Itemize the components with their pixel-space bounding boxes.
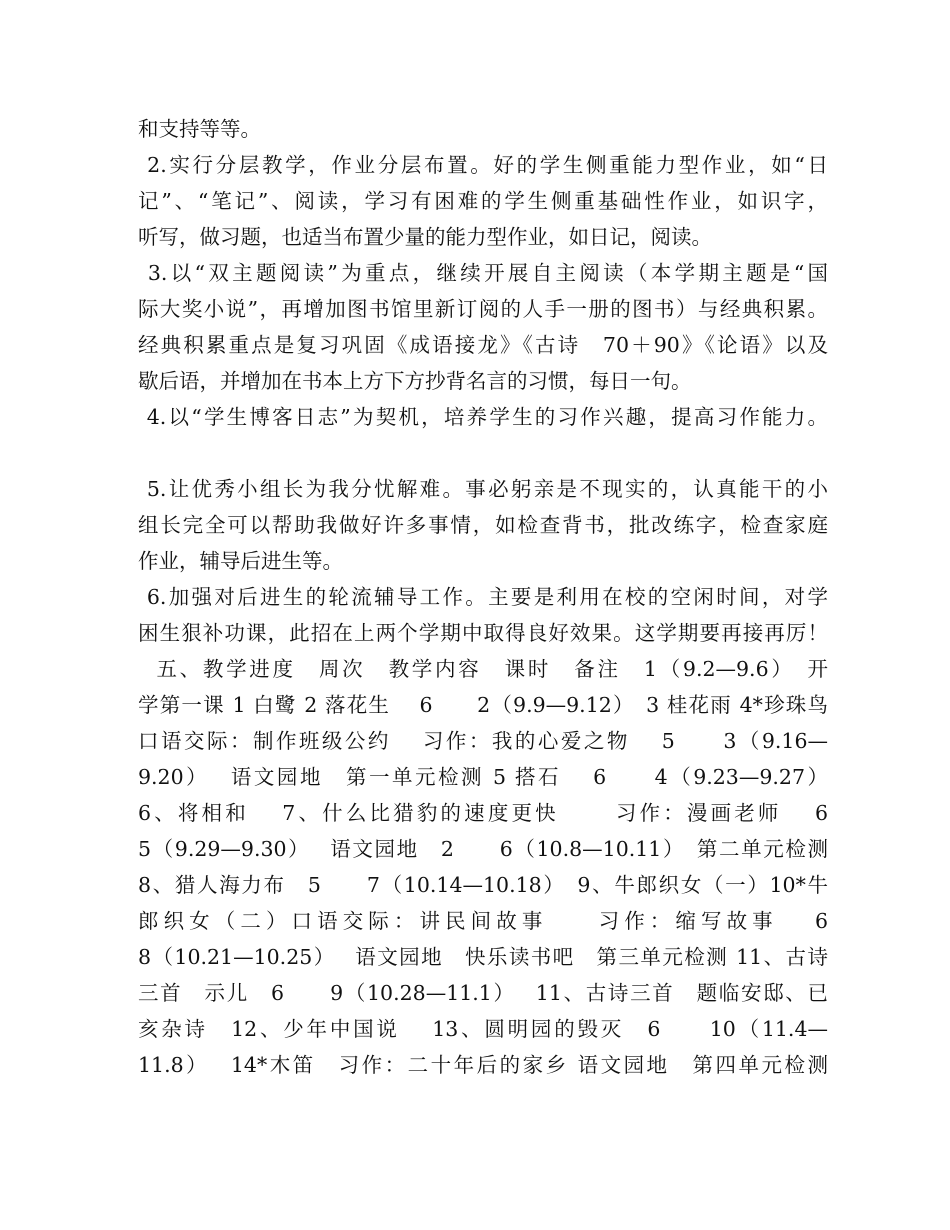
text-line: 听写，做习题，也适当布置少量的能力型作业，如日记，阅读。	[138, 225, 712, 249]
text-line: 记”、“笔记”、阅读，学习有困难的学生侧重基础性作业，如识字，	[138, 189, 828, 213]
text-line: 亥杂诗 12、少年中国说 13、圆明园的毁灭 6 10（11.4—	[138, 1017, 828, 1041]
text-line: 5.让优秀小组长为我分忧解难。事必躬亲是不现实的，认真能干的小	[138, 477, 828, 501]
text-line: 五、教学进度 周次 教学内容 课时 备注 1（9.2—9.6） 开	[138, 657, 828, 681]
text-line: 口语交际：制作班级公约 习作：我的心爱之物 5 3（9.16—	[138, 729, 828, 753]
text-line: 4.以“学生博客日志”为契机，培养学生的习作兴趣，提高习作能力。	[138, 405, 828, 429]
text-line: 歇后语，并增加在书本上方下方抄背名言的习惯，每日一句。	[138, 369, 692, 393]
text-line: 11.8） 14*木笛 习作：二十年后的家乡 语文园地 第四单元检测	[138, 1053, 828, 1077]
blank-line	[138, 435, 828, 471]
text-line: 际大奖小说”，再增加图书馆里新订阅的人手一册的图书）与经典积累。	[138, 297, 828, 321]
text-line: 6.加强对后进生的轮流辅导工作。主要是利用在校的空闲时间，对学	[138, 585, 828, 609]
text-line: 困生狠补功课，此招在上两个学期中取得良好效果。这学期要再接再厉！	[138, 621, 828, 645]
text-line: 郎织女（二）口语交际：讲民间故事 习作：缩写故事 6	[138, 909, 828, 933]
text-line: 学第一课 1 白鹭 2 落花生 6 2（9.9—9.12） 3 桂花雨 4*珍珠鸟	[138, 693, 828, 717]
text-line: 9.20） 语文园地 第一单元检测 5 搭石 6 4（9.23—9.27）	[138, 765, 828, 789]
text-line: 8、猎人海力布 5 7（10.14—10.18） 9、牛郎织女（一）10*牛	[138, 873, 828, 897]
text-line: 8（10.21—10.25） 语文园地 快乐读书吧 第三单元检测 11、古诗	[138, 945, 828, 969]
text-line: 经典积累重点是复习巩固《成语接龙》《古诗 70＋90》《论语》以及	[138, 333, 828, 357]
text-line: 组长完全可以帮助我做好许多事情，如检查背书，批改练字，检查家庭	[138, 513, 828, 537]
text-line: 5（9.29—9.30） 语文园地 2 6（10.8—10.11） 第二单元检测	[138, 837, 828, 861]
text-line: 三首 示儿 6 9（10.28—11.1） 11、古诗三首 题临安邸、已	[138, 981, 828, 1005]
text-line: 作业，辅导后进生等。	[138, 549, 343, 573]
text-line: 2.实行分层教学，作业分层布置。好的学生侧重能力型作业，如“日	[138, 153, 828, 177]
text-line: 6、将相和 7、什么比猎豹的速度更快 习作：漫画老师 6	[138, 801, 828, 825]
text-line: 和支持等等。	[138, 117, 261, 141]
text-line: 3.以“双主题阅读”为重点，继续开展自主阅读（本学期主题是“国	[138, 261, 828, 285]
